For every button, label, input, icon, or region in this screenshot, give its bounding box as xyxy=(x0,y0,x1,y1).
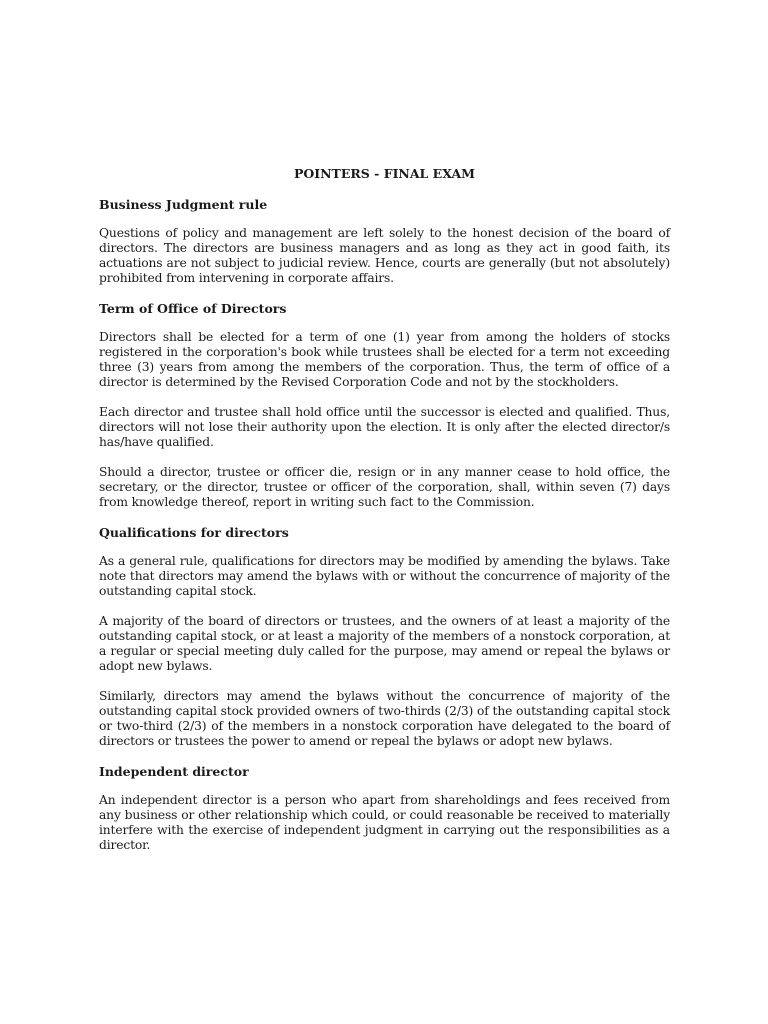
paragraph: Similarly, directors may amend the bylaws without the concurrence of majority of the outstanding capital stock provided owners of two-thirds (2/3) of the outstanding capital stock or two-third (2/3) of the members in a nonstock corporation have delegated to the board of directors or trustees the power to amend or repeal the bylaws or adopt new bylaws. xyxy=(99,689,670,748)
paragraph: Directors shall be elected for a term of one (1) year from among the holders of stocks registered in the corporation's book while trustees shall be elected for a term not exceeding three (3) years from among the members of the corporation. Thus, the term of office of a director is determined by the Revised Corporation Code and not by the stockholders. xyxy=(99,330,670,389)
paragraph: Questions of policy and management are left solely to the honest decision of the board of directors. The directors are business managers and as long as they act in good faith, its actuations are not subject to judicial review. Hence, courts are generally (but not absolutely) prohibited from intervening in corporate affairs. xyxy=(99,226,670,285)
section-heading: Qualifications for directors xyxy=(99,525,289,540)
section-heading: Term of Office of Directors xyxy=(99,301,287,316)
paragraph: Should a director, trustee or officer die, resign or in any manner cease to hold office, the secretary, or the director, trustee or officer of the corporation, shall, within seven (7) days from knowledge thereof, report in writing such fact to the Commission. xyxy=(99,465,670,509)
section-term-of-office xyxy=(99,301,670,510)
section-business-judgment-rule xyxy=(99,197,670,286)
paragraph: A majority of the board of directors or trustees, and the owners of at least a majority of the outstanding capital stock, or at least a majority of the members of a nonstock corporation, at a regular or special meeting duly called for the purpose, may amend or repeal the bylaws or adopt new bylaws. xyxy=(99,614,670,673)
section-independent-director xyxy=(99,764,670,853)
document-body xyxy=(99,166,670,868)
section-heading: Business Judgment rule xyxy=(99,197,268,212)
paragraph: As a general rule, qualifications for directors may be modified by amending the bylaws. Take note that directors may amend the bylaws with or without the concurrence of majority of the outstanding capital stock. xyxy=(99,554,670,598)
section-qualifications xyxy=(99,525,670,749)
paragraph: Each director and trustee shall hold office until the successor is elected and qualified. Thus, directors will not lose their authority upon the election. It is only after the elected director/s has/have qualified. xyxy=(99,405,670,449)
section-heading: Independent director xyxy=(99,764,249,779)
paragraph: An independent director is a person who apart from shareholdings and fees received from any business or other relationship which could, or could reasonable be received to materially interfere with the exercise of independent judgment in carrying out the responsibilities as a director. xyxy=(99,793,670,852)
document-title: POINTERS - FINAL EXAM xyxy=(294,166,475,181)
